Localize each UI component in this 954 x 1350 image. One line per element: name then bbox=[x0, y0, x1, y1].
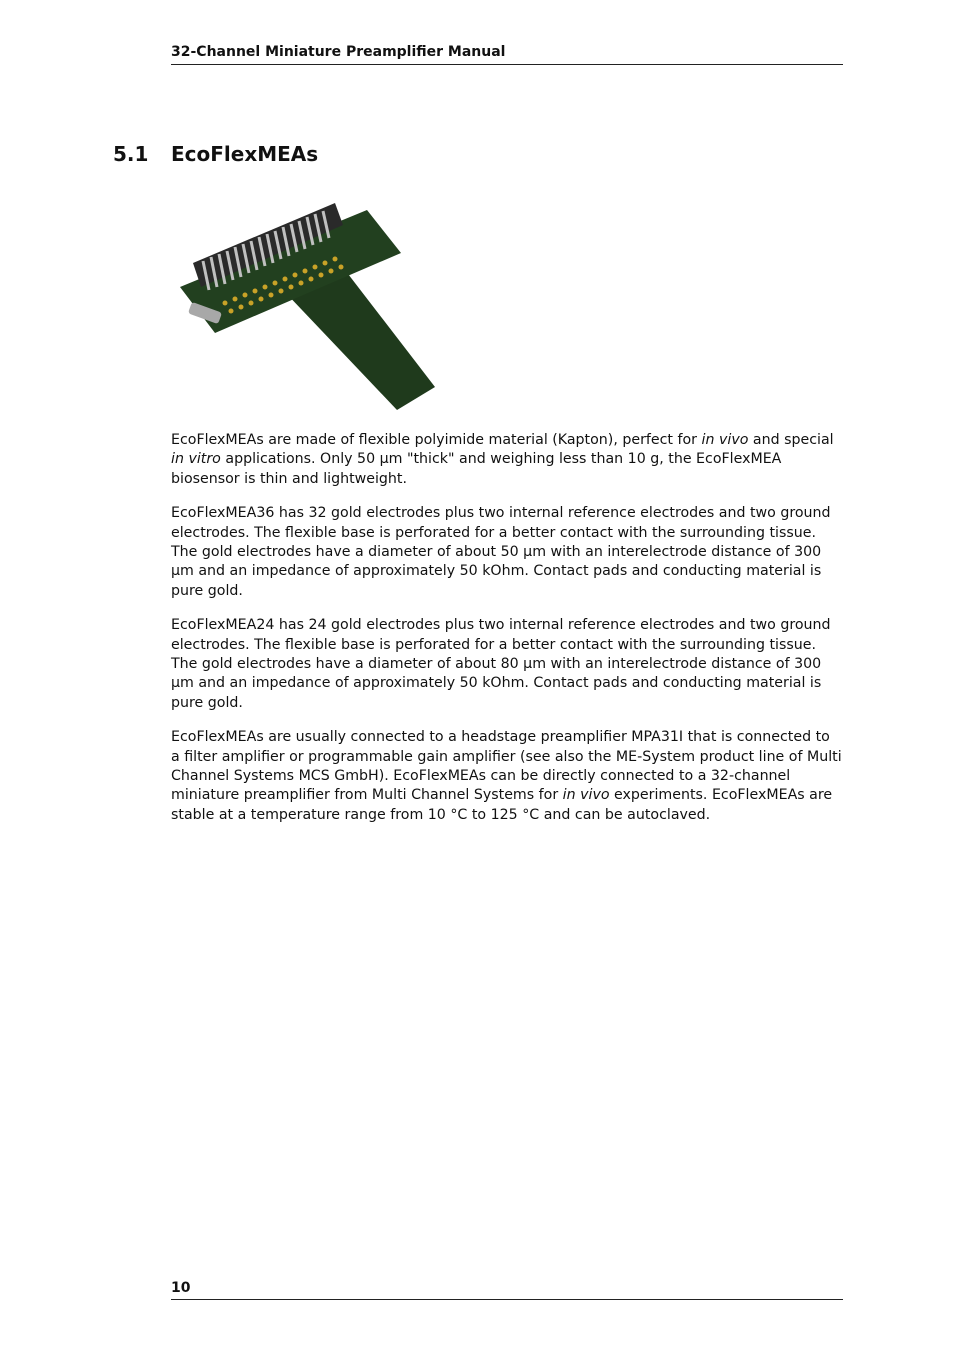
ecoflexmea-photo bbox=[175, 195, 445, 415]
section-number: 5.1 bbox=[113, 142, 149, 166]
manual-title: 32-Channel Miniature Preamplifier Manual bbox=[171, 44, 506, 60]
page-number: 10 bbox=[171, 1280, 191, 1296]
paragraph-1: EcoFlexMEAs are made of flexible polyimide material (Kapton), perfect for in vivo and special in vitro applications. Only 50 µm "thick" and weighing less than 10 g, the EcoFlexMEA biosensor is thin and lightweight. bbox=[171, 432, 834, 487]
section-title: EcoFlexMEAs bbox=[171, 142, 319, 166]
paragraph-2: EcoFlexMEA36 has 32 gold electrodes plus two internal reference electrodes and two ground electrodes. The flexible base is perforated for a better contact with the surrounding tissue. The gold electrodes have a diameter of about 50 µm with an interelectrode distance of 300 µm and an impedance of approximately 50 kOhm. Contact pads and conducting material is pure gold. bbox=[171, 505, 831, 599]
page-footer bbox=[171, 1280, 843, 1300]
ecoflexmea-illustration bbox=[175, 195, 445, 415]
section-heading bbox=[113, 142, 318, 166]
running-header bbox=[171, 44, 843, 65]
body-text bbox=[171, 431, 843, 840]
paragraph-3: EcoFlexMEA24 has 24 gold electrodes plus two internal reference electrodes and two ground electrodes. The flexible base is perforated for a better contact with the surrounding tissue. The gold electrodes have a diameter of about 80 µm with an interelectrode distance of 300 µm and an impedance of approximately 50 kOhm. Contact pads and conducting material is pure gold. bbox=[171, 617, 831, 711]
paragraph-4: EcoFlexMEAs are usually connected to a headstage preamplifier MPA31I that is connected to a filter amplifier or programmable gain amplifier (see also the ME-System product line of Multi Channel Systems MCS GmbH). EcoFlexMEAs can be directly connected to a 32-channel miniature preamplifier from Multi Channel Systems for in vivo experiments. EcoFlexMEAs are stable at a temperature range from 10 °C to 125 °C and can be autoclaved. bbox=[171, 729, 842, 823]
